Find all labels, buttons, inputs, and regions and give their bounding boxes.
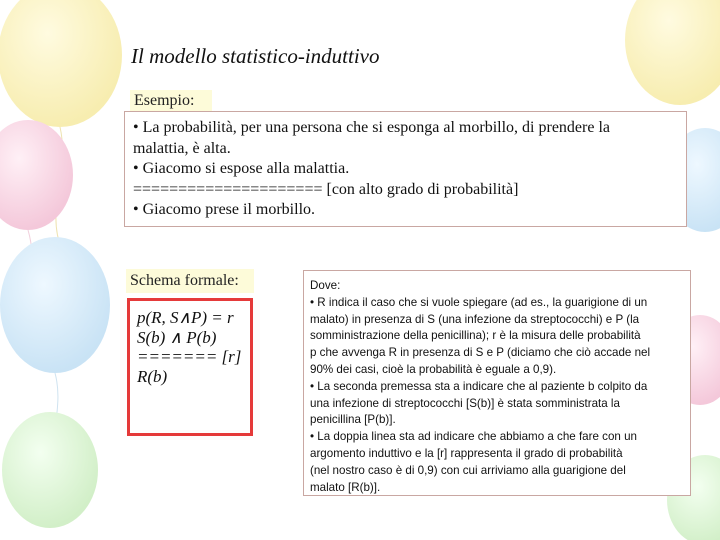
notes-line: una infezione di streptococchi [S(b)] è stata somministrata la	[310, 396, 620, 410]
schema-line: R(b)	[137, 366, 168, 386]
notes-line: 90% dei casi, cioè la probabilità è eguale a 0,9).	[310, 362, 557, 376]
notes-line: (nel nostro caso è di 0,9) con cui arriviamo alla guarigione del	[310, 463, 626, 477]
notes-line: penicillina [P(b)].	[310, 413, 396, 427]
balloon-yellow-right	[625, 0, 720, 105]
schema-tab-label: Schema formale:	[126, 269, 254, 293]
schema-box	[127, 298, 253, 436]
notes-line: • R indica il caso che si vuole spiegare (ad es., la guarigione di un	[310, 295, 648, 309]
notes-line: argomento induttivo e la [r] rappresenta il grado di probabilità	[310, 446, 623, 460]
notes-line: Dove:	[310, 279, 341, 292]
example-line: malattia, è alta.	[133, 139, 231, 157]
schema-line: p(R, S∧P) = r	[137, 308, 234, 327]
example-line: • Giacomo si espose alla malattia.	[133, 160, 350, 177]
example-tab-label: Esempio:	[130, 90, 212, 111]
notes-box	[303, 270, 691, 496]
notes-line: malato [R(b)].	[310, 480, 381, 494]
example-line: • Giacomo prese il morbillo.	[133, 201, 316, 218]
notes-line: • La doppia linea sta ad indicare che abbiamo a che fare con un	[310, 430, 637, 444]
notes-line: p che avvenga R in presenza di S e P (diciamo che ciò accade nel	[310, 346, 651, 360]
notes-line: somministrazione della penicillina); r è la misura delle probabilità	[310, 329, 641, 343]
example-line: ===================== [con alto grado di probabilità]	[133, 180, 519, 198]
example-line: • La probabilità, per una persona che si esponga al morbillo, di prendere la	[133, 119, 610, 136]
schema-line: ======= [r]	[137, 347, 242, 366]
slide-title: Il modello statistico-induttivo	[131, 44, 380, 68]
example-box	[124, 111, 687, 227]
schema-line: S(b) ∧ P(b)	[137, 327, 217, 347]
notes-line: • La seconda premessa sta a indicare che al paziente b colpito da	[310, 379, 648, 393]
notes-line: malato) in presenza di S (una infezione da streptococchi) e P (la	[310, 312, 640, 326]
balloon-green-bottom	[2, 412, 98, 528]
